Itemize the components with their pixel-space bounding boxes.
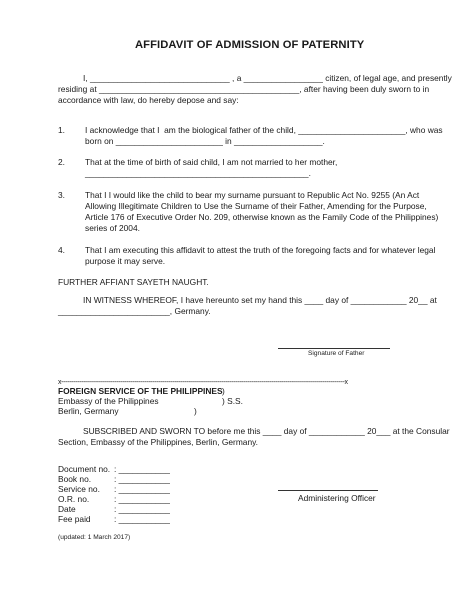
record-label-document-no: Document no. (58, 464, 111, 474)
father-signature-label: Signature of Father (308, 350, 365, 357)
item-3-line-2: Allowing Illegitimate Children to Use the Surname of their Father, Amending for the Purpose, (85, 201, 427, 211)
further-affiant-statement: FURTHER AFFIANT SAYETH NAUGHT. (58, 277, 209, 287)
record-label-date: Date (58, 504, 76, 514)
officer-signature-line (278, 490, 378, 491)
item-1-line-2: born on _______________________ in ___________________. (85, 136, 325, 146)
document-title: AFFIDAVIT OF ADMISSION OF PATERNITY (135, 39, 365, 51)
item-4-line-2: purpose it may serve. (85, 256, 166, 266)
updated-note: (updated: 1 March 2017) (58, 534, 131, 541)
venue-paren-1: ) (222, 386, 225, 396)
item-number-1: 1. (58, 125, 65, 135)
record-field-service-no: : ___________ (114, 484, 170, 494)
record-label-fee-paid: Fee paid (58, 514, 91, 524)
venue-paren-2: ) S.S. (222, 396, 243, 406)
subscribed-line-2: Section, Embassy of the Philippines, Berlin, Germany. (58, 437, 259, 447)
item-number-4: 4. (58, 245, 65, 255)
record-field-book-no: : ___________ (114, 474, 170, 484)
record-field-or-no: : ___________ (114, 494, 170, 504)
record-field-document-no: : ___________ (114, 464, 170, 474)
intro-line-2: residing at ___________________________________________, after having been duly sworn to in (58, 84, 430, 94)
venue-organization: FOREIGN SERVICE OF THE PHILIPPINES (58, 386, 223, 396)
item-3-line-1: That I I would like the child to bear my surname pursuant to Republic Act No. 9255 (An Act (85, 190, 420, 200)
intro-line-3: accordance with law, do hereby depose and say: (58, 95, 239, 105)
record-label-or-no: O.R. no. (58, 494, 90, 504)
item-number-2: 2. (58, 157, 65, 167)
item-2-line-1: That at the time of birth of said child, I am not married to her mother, (85, 157, 338, 167)
father-signature-line (278, 348, 390, 349)
record-field-date: : ___________ (114, 504, 170, 514)
item-1-line-1: I acknowledge that I am the biological father of the child, _______________________, who was (85, 125, 443, 135)
record-label-service-no: Service no. (58, 484, 100, 494)
administering-officer-label: Administering Officer (298, 493, 376, 503)
witness-line-1: IN WITNESS WHEREOF, I have hereunto set my hand this ____ day of ____________ 20__ at (83, 295, 437, 305)
item-number-3: 3. (58, 190, 65, 200)
record-field-fee-paid: : ___________ (114, 514, 170, 524)
item-2-line-2: ________________________________________________. (85, 168, 311, 178)
item-3-line-4: series of 2004. (85, 223, 140, 233)
item-3-line-3: Article 176 of Executive Order No. 209, otherwise known as the Family Code of the Philippines) (85, 212, 439, 222)
venue-paren-3: ) (194, 406, 197, 416)
subscribed-line-1: SUBSCRIBED AND SWORN TO before me this ____ day of ____________ 20___ at the Consular (83, 426, 450, 436)
venue-embassy: Embassy of the Philippines (58, 396, 159, 406)
cut-line: x-----------------------------------------------------------------------------------------------------------------------------------------------x (58, 379, 348, 386)
witness-line-2: ________________________, Germany. (58, 306, 211, 316)
venue-city: Berlin, Germany (58, 406, 119, 416)
item-4-line-1: That I am executing this affidavit to attest the truth of the foregoing facts and for whatever legal (85, 245, 436, 255)
intro-line-1: I, ______________________________ , a _________________ citizen, of legal age, and presently (83, 73, 452, 83)
record-label-book-no: Book no. (58, 474, 92, 484)
